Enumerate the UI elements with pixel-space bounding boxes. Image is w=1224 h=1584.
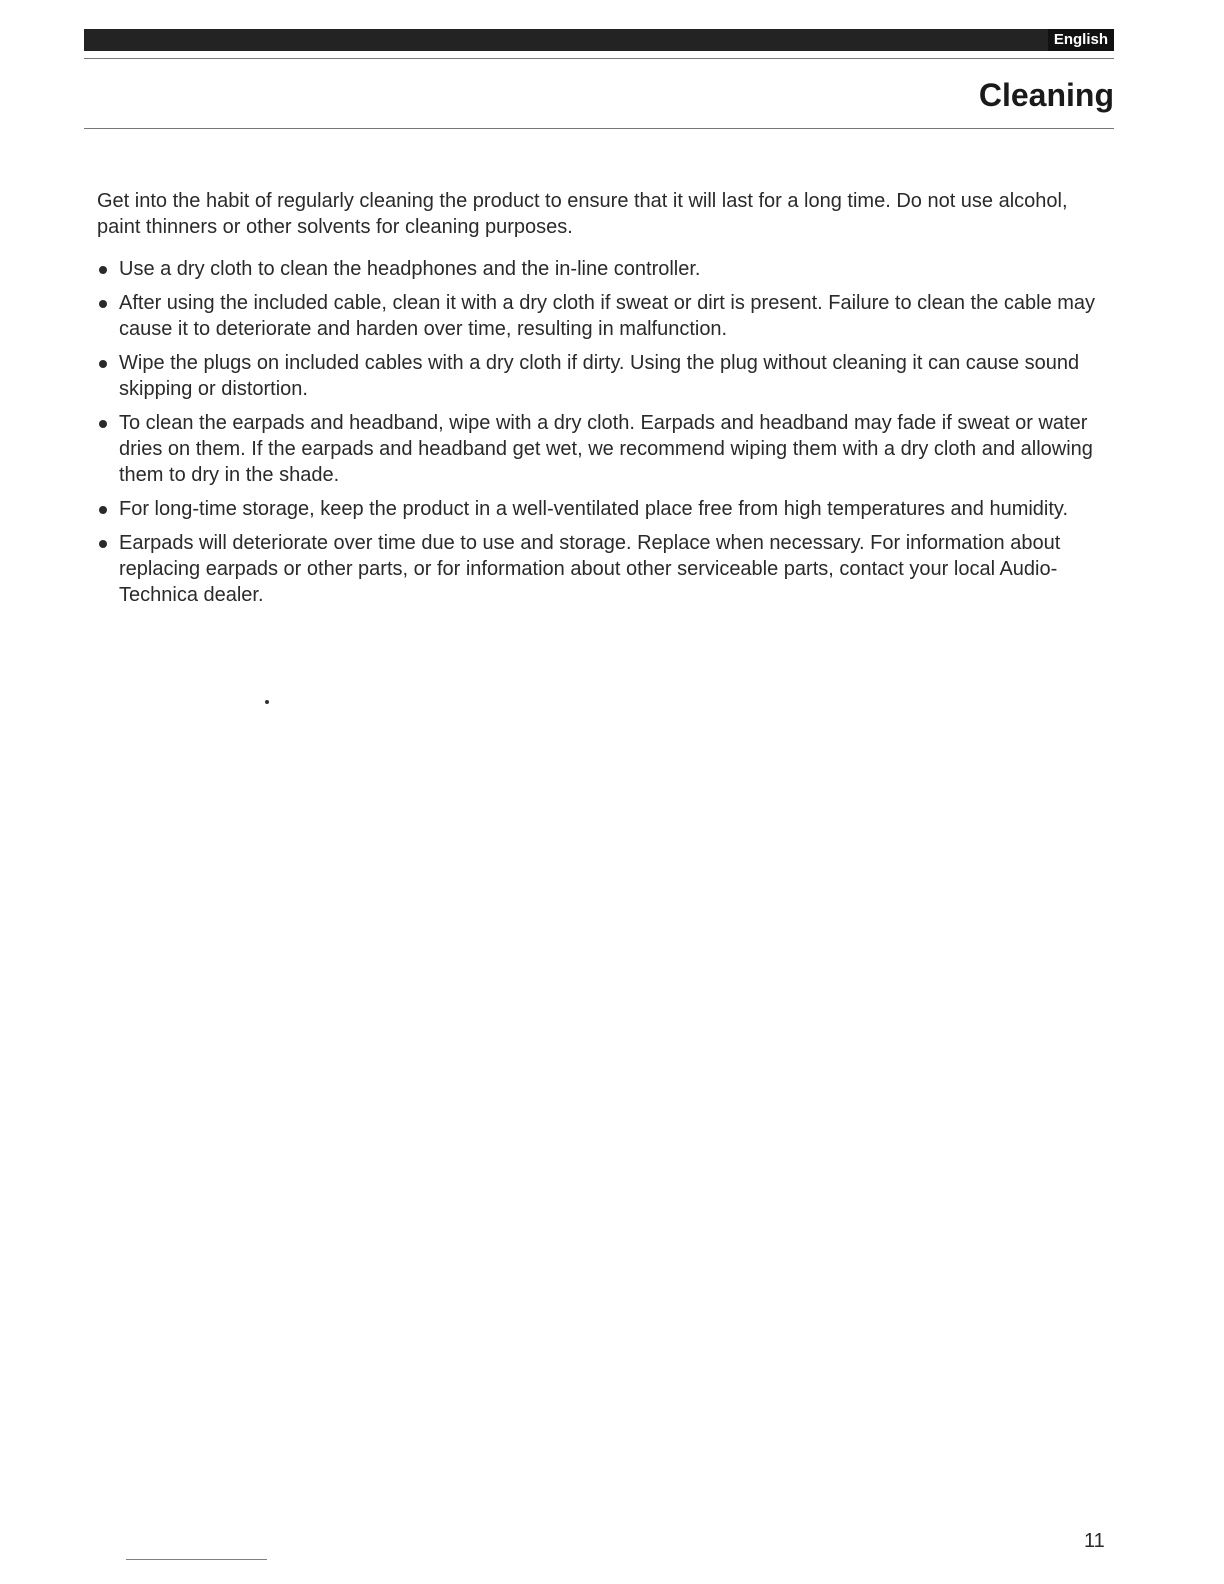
list-item (97, 256, 1117, 282)
cleaning-instructions-list (97, 256, 1117, 616)
list-item-text: Use a dry cloth to clean the headphones and the in-line controller. (119, 258, 701, 280)
intro-paragraph: Get into the habit of regularly cleaning the product to ensure that it will last for a long time. Do not use alcohol, paint thinners or other solvents for cleaning purposes. (97, 190, 1068, 238)
bullet-icon (99, 266, 107, 274)
bullet-icon (99, 360, 107, 368)
list-item-text: Earpads will deteriorate over time due to use and storage. Replace when necessary. For information about replacing earpads or other parts, or for information about other serviceable parts, contact your local Audio-Technica dealer. (119, 532, 1061, 606)
list-item-text: For long-time storage, keep the product in a well-ventilated place free from high temperatures and humidity. (119, 498, 1069, 520)
header-bar (84, 29, 1114, 51)
list-item-text: Wipe the plugs on included cables with a dry cloth if dirty. Using the plug without cleaning it can cause sound skipping or distortion. (119, 352, 1080, 400)
bullet-icon (99, 506, 107, 514)
bullet-icon (99, 420, 107, 428)
bullet-icon (99, 540, 107, 548)
page-title: Cleaning (978, 77, 1114, 113)
scan-artifact-line (126, 1559, 267, 1560)
list-item (97, 290, 1117, 342)
header-rule (84, 58, 1114, 59)
page-number: 11 (1084, 1530, 1105, 1552)
list-item (97, 530, 1117, 608)
scan-speck (265, 700, 269, 704)
list-item-text: After using the included cable, clean it with a dry cloth if sweat or dirt is present. Failure to clean the cable may cause it to deteriorate and harden over time, resulting in malfunction. (119, 292, 1096, 340)
list-item (97, 410, 1117, 488)
list-item-text: To clean the earpads and headband, wipe with a dry cloth. Earpads and headband may fade if sweat or water dries on them. If the earpads and headband get wet, we recommend wiping them with a dry cloth and allowing them to dry in the shade. (119, 412, 1093, 486)
title-rule (84, 128, 1114, 129)
language-tab: English (1048, 29, 1114, 51)
bullet-icon (99, 300, 107, 308)
list-item (97, 350, 1117, 402)
list-item (97, 496, 1117, 522)
